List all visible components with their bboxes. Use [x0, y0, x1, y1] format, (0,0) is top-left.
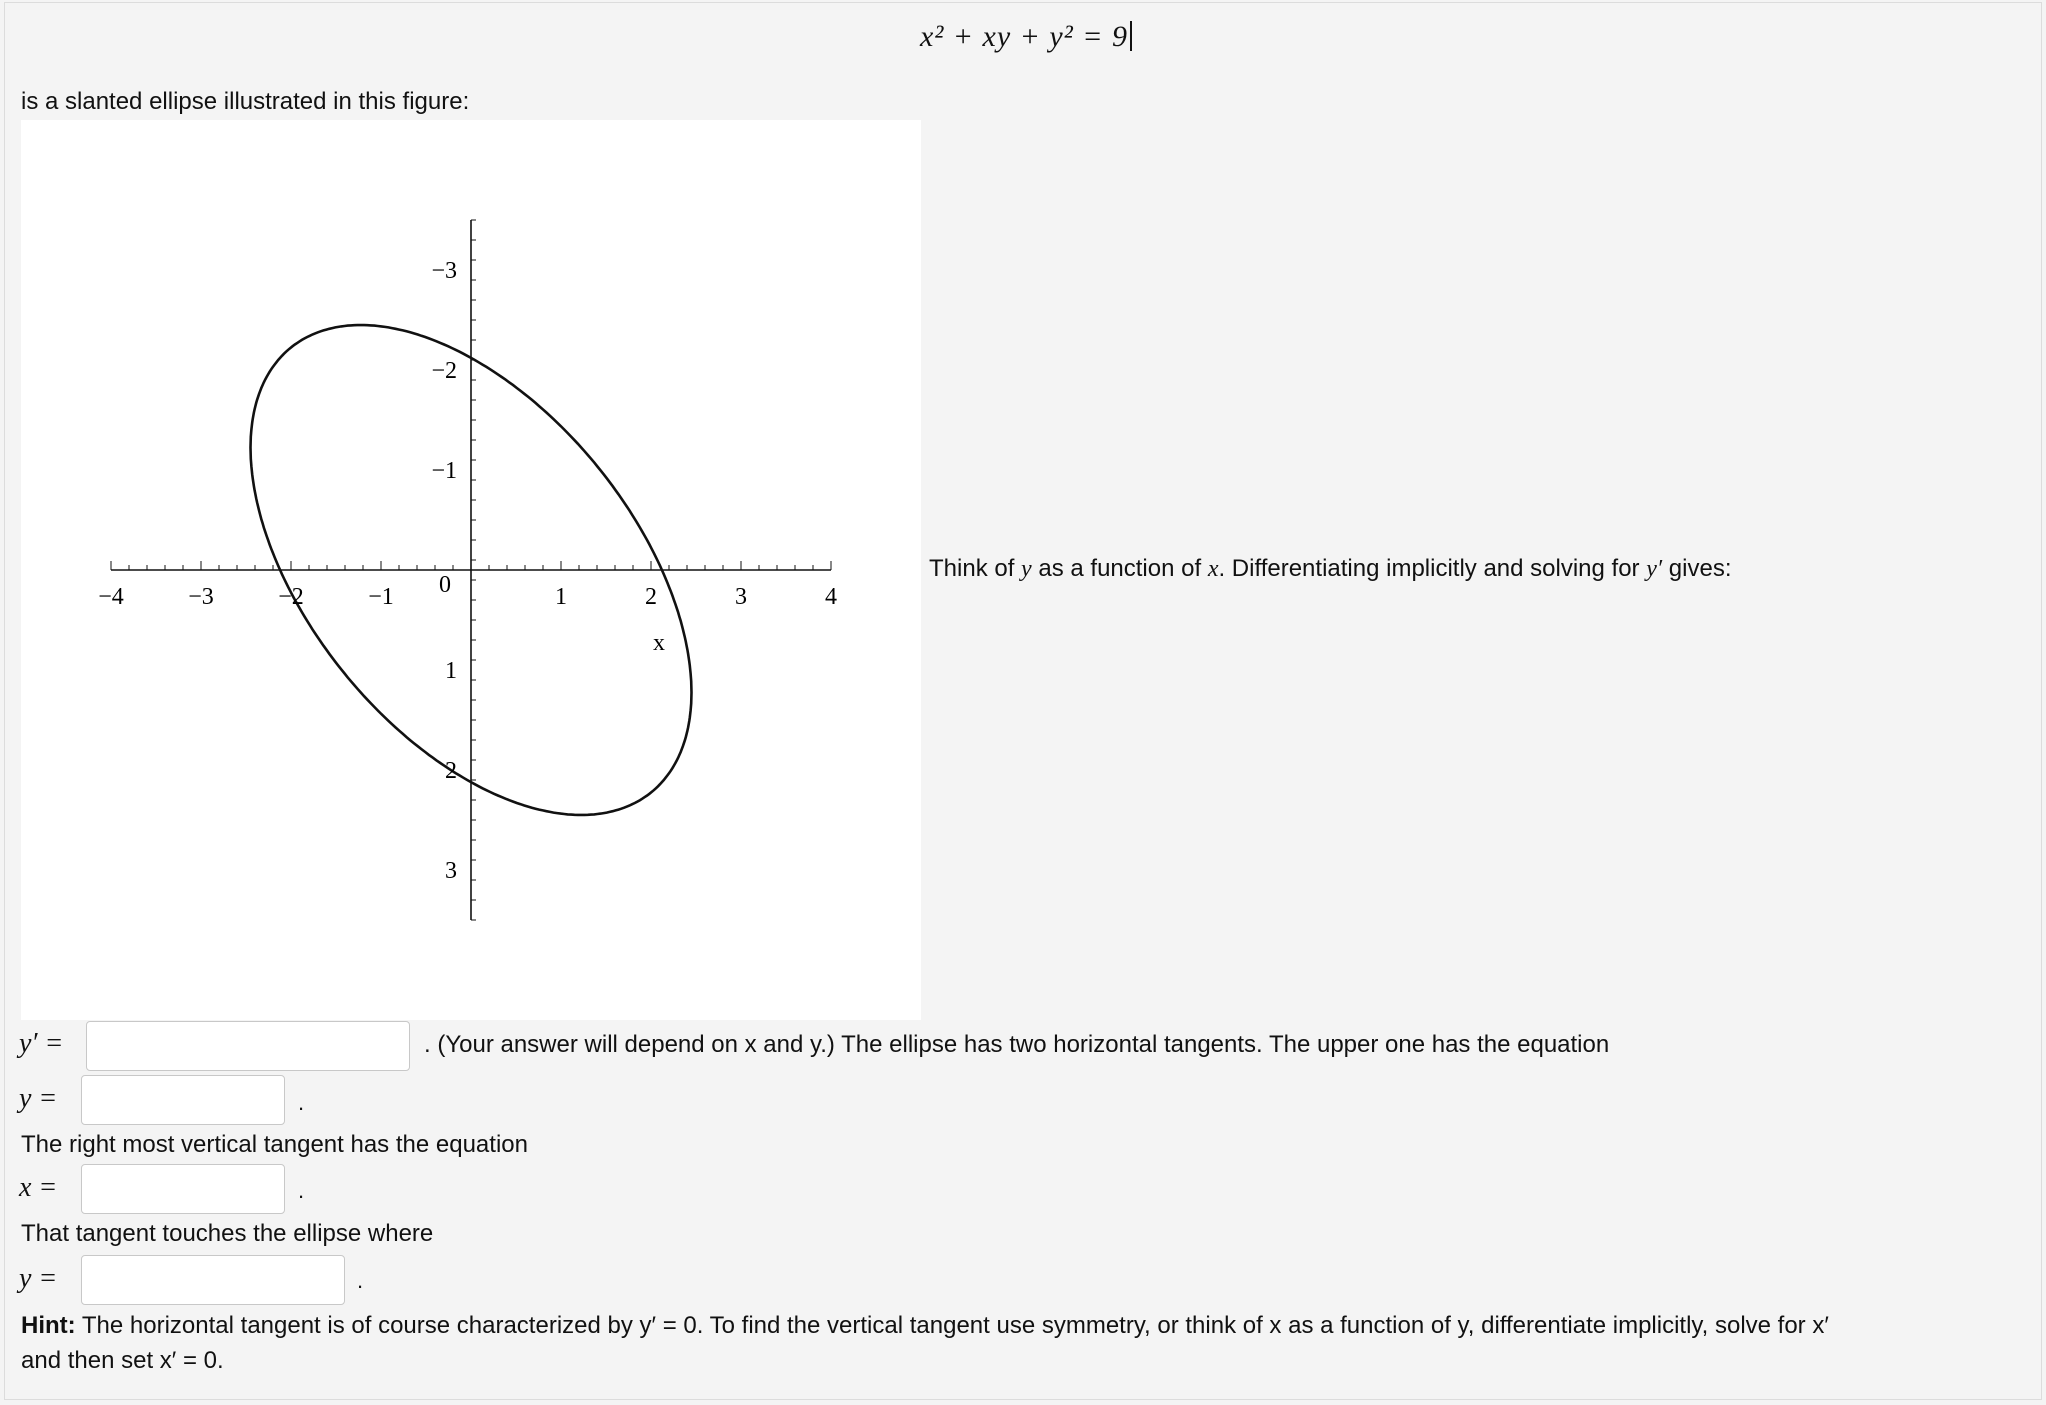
x-tick-label: −4 — [98, 584, 124, 610]
equation-lhs: x² + xy + y² — [920, 20, 1074, 53]
think-prefix: Think of — [929, 555, 1022, 582]
y-tick-label: 2 — [445, 758, 457, 784]
var-y: y — [1021, 556, 1032, 582]
equation-equals: = — [1082, 20, 1104, 53]
ellipse-plot-svg — [21, 120, 921, 1020]
upper-tangent-label: y = — [19, 1083, 58, 1114]
y-tick-label: −2 — [431, 358, 457, 384]
yprime-input[interactable] — [86, 1021, 410, 1071]
think-suffix: . Differentiating implicitly and solving for — [1218, 555, 1647, 582]
equation-display — [920, 20, 1132, 54]
touch-point-label: y = — [19, 1263, 58, 1294]
vertical-tangent-label: x = — [19, 1172, 58, 1203]
hint-text-1: The horizontal tangent is of course characterized by y′ = 0. To find the vertical tangent use symmetry, or think of x as a function of y, differentiate implicitly, solve for x′ — [75, 1312, 1829, 1339]
touch-point-input[interactable] — [81, 1255, 345, 1305]
x-tick-label: 1 — [555, 584, 567, 610]
vertical-tangent-input[interactable] — [81, 1164, 285, 1214]
hint-label: Hint: — [21, 1312, 76, 1339]
x-tick-label: 3 — [735, 584, 747, 610]
y-tick-label: −1 — [431, 458, 457, 484]
y-tick-label: 1 — [445, 658, 457, 684]
x-tick-label: 4 — [825, 584, 837, 610]
q3-period: . — [298, 1178, 305, 1203]
y-tick-label: −3 — [431, 258, 457, 284]
x-tick-label: 0 — [439, 572, 451, 598]
q2-period: . — [298, 1090, 305, 1115]
q4-period: . — [357, 1268, 364, 1293]
vertical-tangent-text: The right most vertical tangent has the equation — [21, 1131, 528, 1158]
hint-line-2: and then set x′ = 0. — [21, 1347, 224, 1374]
ellipse-plot — [21, 120, 921, 1020]
intro-text: is a slanted ellipse illustrated in this figure: — [21, 88, 470, 115]
text-cursor — [1130, 21, 1132, 51]
var-yprime: y′ — [1646, 556, 1663, 582]
think-text — [929, 555, 1732, 583]
x-tick-label: 2 — [645, 584, 657, 610]
y-tick-label: 3 — [445, 858, 457, 884]
x-tick-label: −2 — [278, 584, 304, 610]
think-middle: as a function of — [1031, 555, 1208, 582]
yprime-label: y′ = — [19, 1028, 64, 1059]
x-tick-label: −3 — [188, 584, 214, 610]
x-tick-label: −1 — [368, 584, 394, 610]
equation-rhs: 9 — [1112, 20, 1128, 53]
x-axis-label: x — [653, 630, 665, 656]
touch-point-text: That tangent touches the ellipse where — [21, 1220, 434, 1247]
hint-line-1 — [21, 1312, 1829, 1340]
q1-text: . (Your answer will depend on x and y.) The ellipse has two horizontal tangents. The upper one has the equation — [424, 1031, 1610, 1058]
var-x: x — [1207, 556, 1219, 582]
think-end: gives: — [1662, 555, 1732, 582]
upper-tangent-input[interactable] — [81, 1075, 285, 1125]
